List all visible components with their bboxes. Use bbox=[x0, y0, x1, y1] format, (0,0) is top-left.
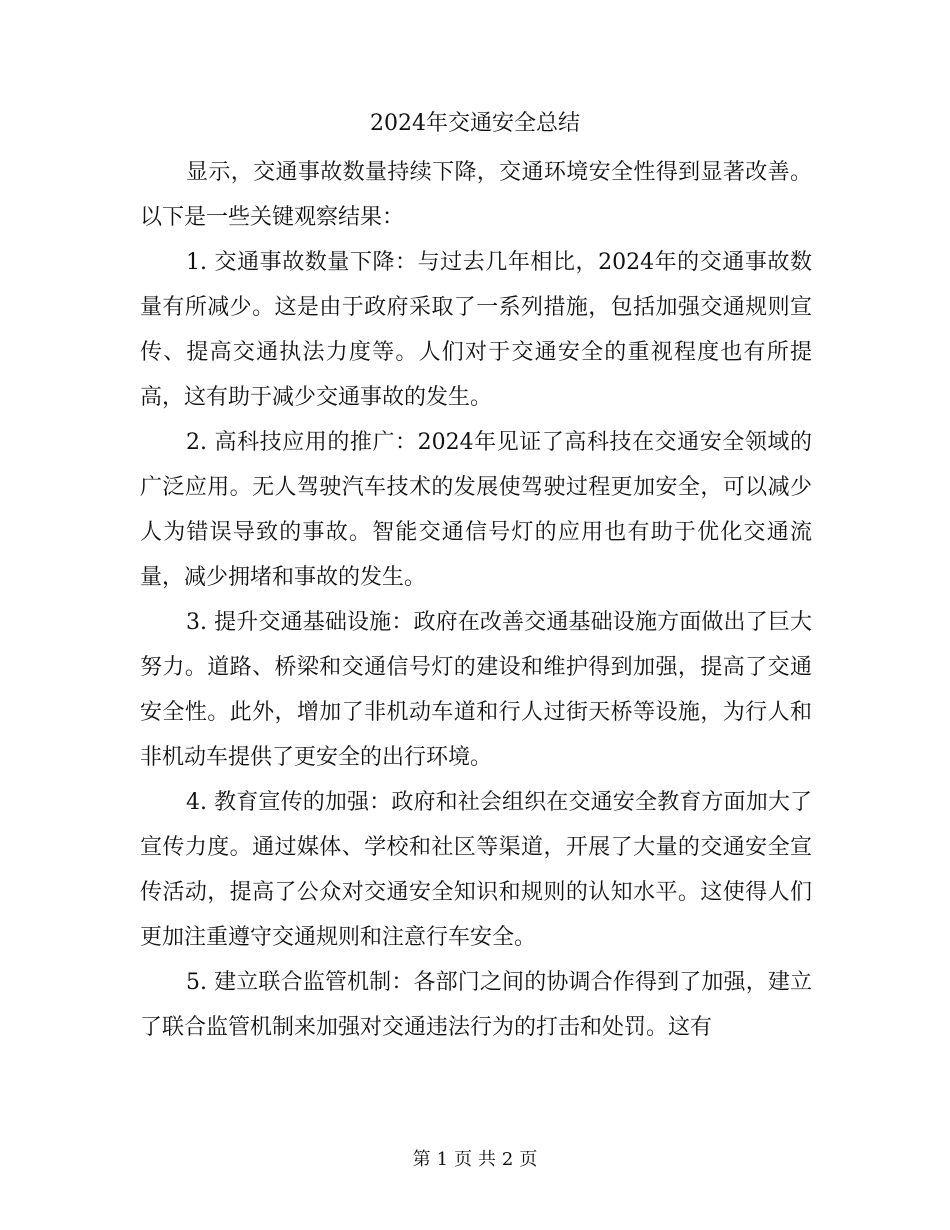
total-pages-number: 2 bbox=[501, 1149, 514, 1170]
page-label-suffix: 页 bbox=[519, 1149, 538, 1170]
page-footer bbox=[0, 1146, 950, 1174]
paragraph-item-3: 3. 提升交通基础设施：政府在改善交通基础设施方面做出了巨大努力。道路、桥梁和交通信号灯的建设和维护得到加强，提高了交通安全性。此外，增加了非机动车道和行人过街天桥等设施，为行人和非机动车提供了更安全的出行环境。 bbox=[140, 610, 812, 770]
page-label-mid: 页 共 bbox=[454, 1149, 496, 1170]
document-title: 2024年交通安全总结 bbox=[370, 111, 580, 136]
paragraph-item-1: 1. 交通事故数量下降：与过去几年相比，2024年的交通事故数量有所减少。这是由于政府采取了一系列措施，包括加强交通规则宣传、提高交通执法力度等。人们对于交通安全的重视程度也有所提高，这有助于减少交通事故的发生。 bbox=[140, 250, 812, 410]
document-body bbox=[140, 150, 812, 1050]
paragraph-item-5: 5. 建立联合监管机制：各部门之间的协调合作得到了加强，建立了联合监管机制来加强对交通违法行为的打击和处罚。这有 bbox=[140, 970, 812, 1040]
current-page-number: 1 bbox=[436, 1149, 449, 1170]
paragraph-intro: 显示，交通事故数量持续下降，交通环境安全性得到显著改善。以下是一些关键观察结果： bbox=[140, 160, 812, 230]
paragraph-item-4: 4. 教育宣传的加强：政府和社会组织在交通安全教育方面加大了宣传力度。通过媒体、学校和社区等渠道，开展了大量的交通安全宣传活动，提高了公众对交通安全知识和规则的认知水平。这使得人们更加注重遵守交通规则和注意行车安全。 bbox=[140, 790, 812, 950]
paragraph-item-2: 2. 高科技应用的推广：2024年见证了高科技在交通安全领域的广泛应用。无人驾驶汽车技术的发展使驾驶过程更加安全，可以减少人为错误导致的事故。智能交通信号灯的应用也有助于优化交通流量，减少拥堵和事故的发生。 bbox=[140, 430, 812, 590]
page-label-prefix: 第 bbox=[412, 1149, 431, 1170]
